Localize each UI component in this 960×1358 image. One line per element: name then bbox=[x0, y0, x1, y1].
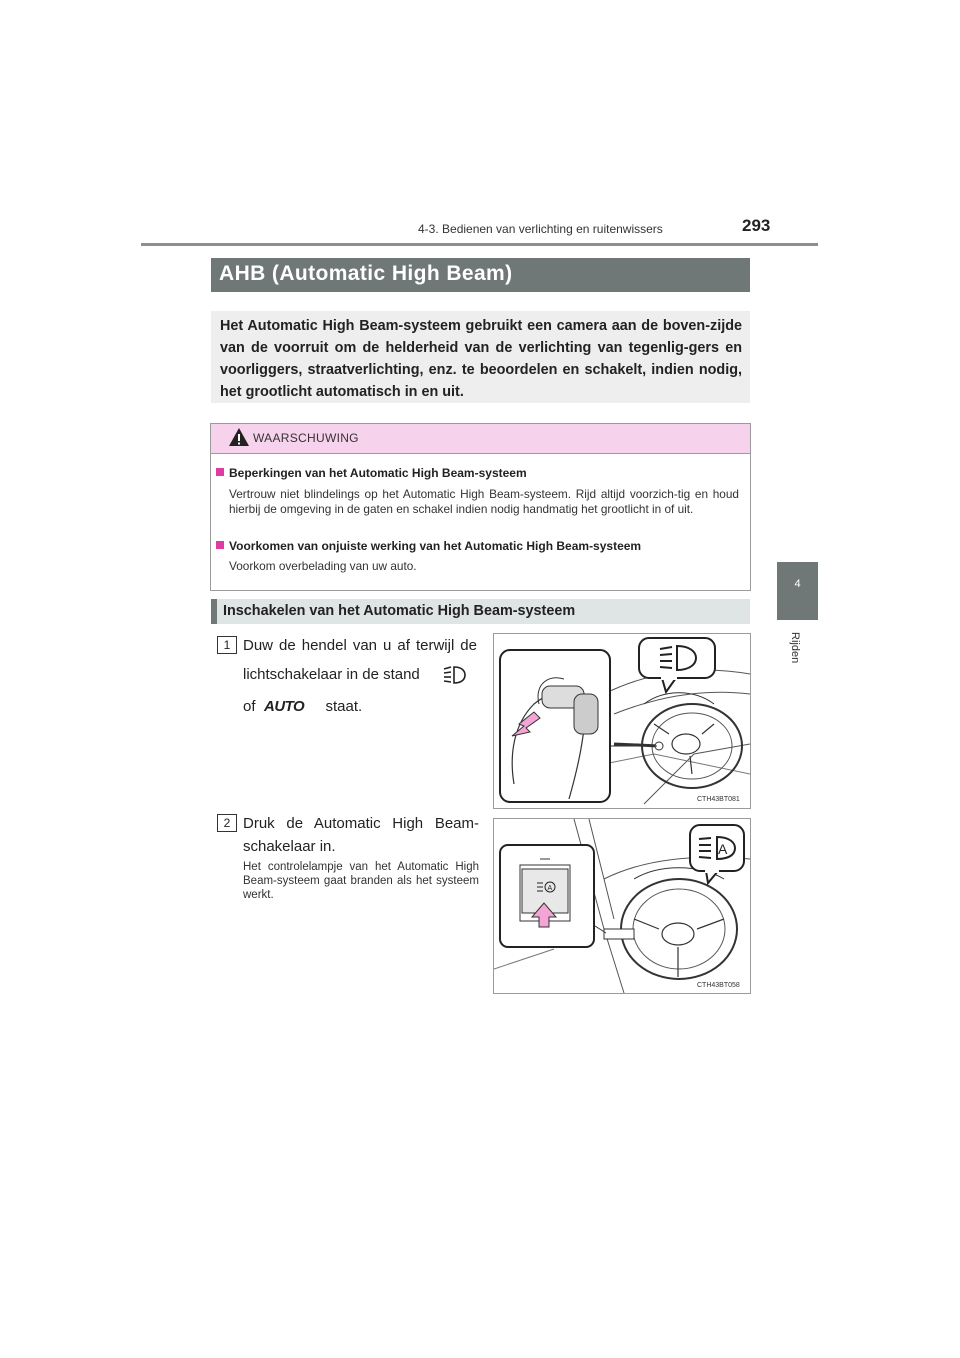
step-text-suffix: staat. bbox=[325, 698, 363, 715]
switch-illustration bbox=[494, 819, 750, 993]
subsection-title: Inschakelen van het Automatic High Beam-systeem bbox=[223, 603, 576, 619]
auto-icon-label: AUTO bbox=[264, 698, 305, 715]
intro-text: Het Automatic High Beam-systeem gebruikt een camera aan de boven-zijde van de voorruit om de helderheid van de verlichting van tegenlig-gers en voorliggers, straatverlichting, enz. te beoordelen en schakelt, indien nodig, het grootlicht automatisch in en uit. bbox=[220, 318, 742, 400]
figure-lever bbox=[493, 633, 751, 809]
step-text: Druk de Automatic High Beam-schakelaar in. bbox=[243, 815, 479, 855]
step-text-prefix: of bbox=[243, 698, 256, 715]
step-number: 2 bbox=[217, 814, 237, 832]
warning-label: WAARSCHUWING bbox=[253, 431, 359, 445]
step-text: Duw de hendel van u af terwijl de bbox=[243, 637, 477, 654]
page-number: 293 bbox=[742, 216, 771, 235]
figure-code: CTH43BT058 bbox=[697, 982, 740, 989]
header-rule bbox=[141, 243, 818, 246]
step-note: Het controlelampje van het Automatic High Beam-systeem gaat branden als het systeem werkt. bbox=[243, 861, 479, 901]
bullet-square-icon bbox=[216, 468, 224, 476]
figure-switch bbox=[493, 818, 751, 994]
warning-heading-text: Voorkomen van onjuiste werking van het Automatic High Beam-systeem bbox=[229, 539, 642, 553]
warning-item-body: Vertrouw niet blindelings op het Automatic High Beam-systeem. Rijd altijd voorzich-tig en houd hierbij de omgeving in de gaten en schakel indien nodig handmatig het grootlicht in of uit. bbox=[229, 487, 739, 516]
lever-illustration bbox=[494, 634, 750, 808]
step-number: 1 bbox=[217, 636, 237, 654]
warning-heading-text: Beperkingen van het Automatic High Beam-systeem bbox=[229, 466, 527, 480]
warning-item-heading bbox=[216, 539, 641, 553]
svg-text:A: A bbox=[718, 841, 728, 857]
subsection-marker bbox=[211, 599, 217, 624]
warning-triangle-icon bbox=[228, 427, 250, 447]
step-text: lichtschakelaar in de stand bbox=[243, 666, 420, 683]
warning-item-body: Voorkom overbelading van uw auto. bbox=[229, 559, 417, 573]
page-title: AHB (Automatic High Beam) bbox=[219, 262, 513, 285]
bullet-square-icon bbox=[216, 541, 224, 549]
section-reference: 4-3. Bedienen van verlichting en ruitenwissers bbox=[418, 222, 663, 236]
headlight-icon bbox=[440, 664, 468, 686]
chapter-label: Rijden bbox=[789, 632, 801, 664]
chapter-number: 4 bbox=[794, 578, 801, 590]
chapter-tab bbox=[777, 562, 818, 620]
warning-item-heading bbox=[216, 466, 527, 480]
chapter-label-container bbox=[771, 626, 821, 670]
svg-text:A: A bbox=[547, 885, 553, 892]
figure-code: CTH43BT081 bbox=[697, 796, 740, 803]
